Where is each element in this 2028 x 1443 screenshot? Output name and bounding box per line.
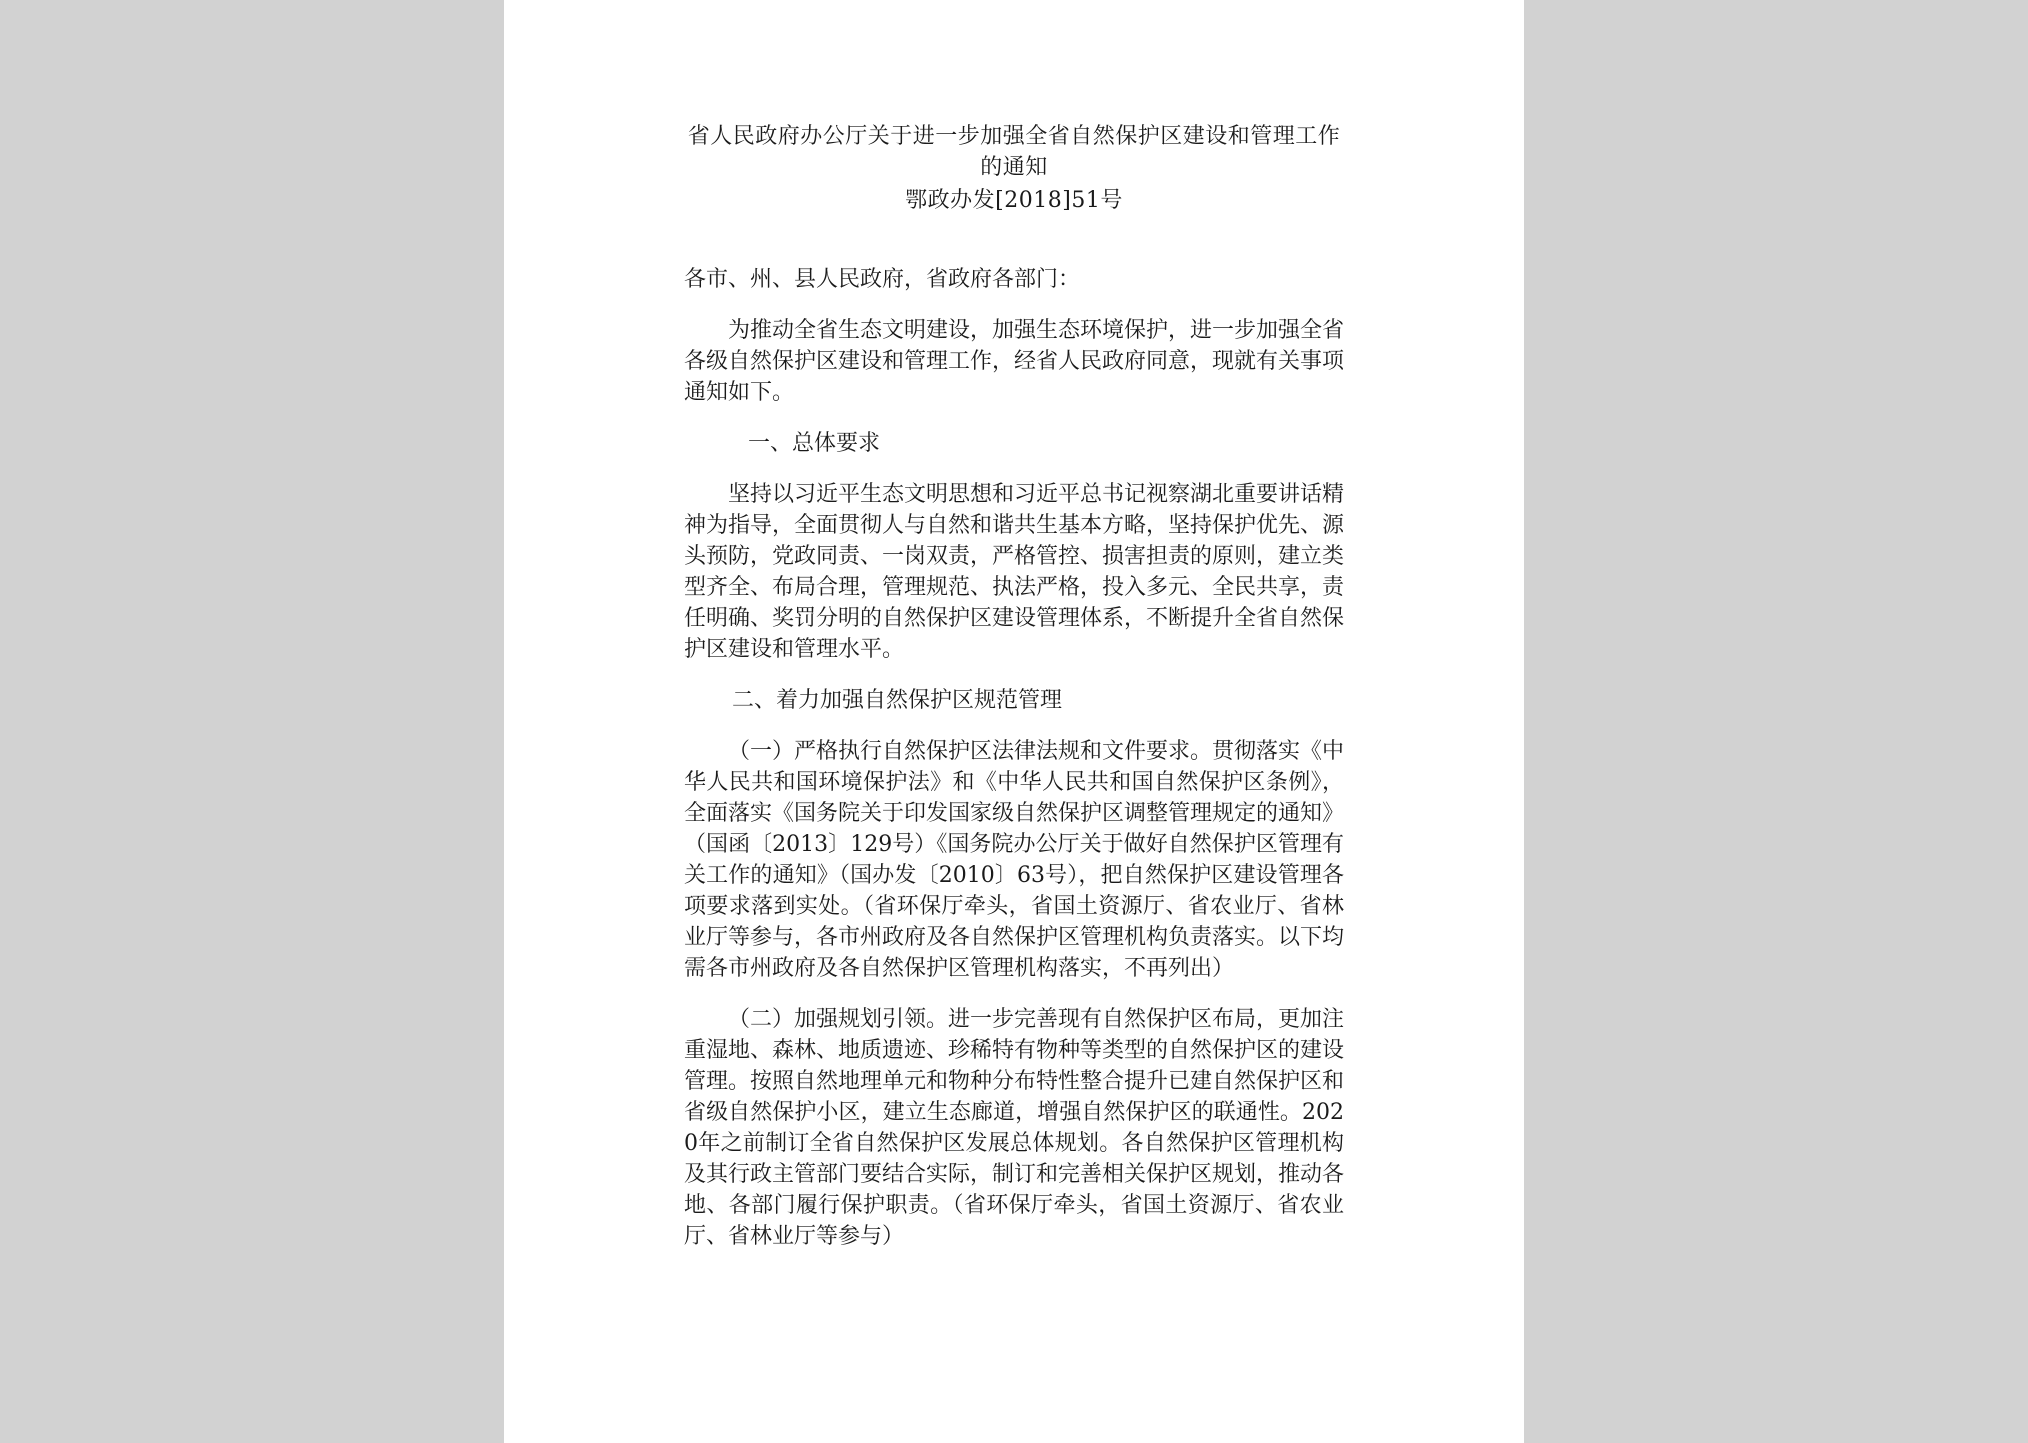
document-body xyxy=(684,264,1344,1272)
section-1-heading: 一、总体要求 xyxy=(748,431,881,456)
document-title-line-1: 省人民政府办公厅关于进一步加强全省自然保护区建设和管理工作 xyxy=(687,124,1341,149)
section-1-paragraph: 坚持以习近平生态文明思想和习近平总书记视察湖北重要讲话精神为指导，全面贯彻人与自然和谐共生基本方略，坚持保护优先、源头预防，党政同责、一岗双责，严格管控、损害担责的原则，建立类型齐全、布局合理，管理规范、执法严格，投入多元、全民共享，责任明确、奖罚分明的自然保护区建设管理体系，不断提升全省自然保护区建设和管理水平。 xyxy=(684,482,1345,662)
document-title-line-2: 的通知 xyxy=(980,155,1048,180)
document-page xyxy=(504,0,1524,1443)
section-2-item-1: （一）严格执行自然保护区法律法规和文件要求。贯彻落实《中华人民共和国环境保护法》和《中华人民共和国自然保护区条例》，全面落实《国务院关于印发国家级自然保护区调整管理规定的通知》（国函〔2013〕129号）《国务院办公厅关于做好自然保护区管理有关工作的通知》（国办发〔2010〕63号），把自然保护区建设管理各项要求落到实处。（省环保厅牵头，省国土资源厅、省农业厅、省林业厅等参与，各市州政府及各自然保护区管理机构负责落实。以下均需各市州政府及各自然保护区管理机构落实，不再列出） xyxy=(684,739,1345,981)
document-number: 鄂政办发[2018]51号 xyxy=(905,188,1123,213)
salutation: 各市、州、县人民政府，省政府各部门： xyxy=(684,267,1081,292)
section-2-heading: 二、着力加强自然保护区规范管理 xyxy=(732,688,1063,713)
intro-paragraph: 为推动全省生态文明建设，加强生态环境保护，进一步加强全省各级自然保护区建设和管理工作，经省人民政府同意，现就有关事项通知如下。 xyxy=(684,318,1345,405)
section-2-item-2: （二）加强规划引领。进一步完善现有自然保护区布局，更加注重湿地、森林、地质遗迹、珍稀特有物种等类型的自然保护区的建设管理。按照自然地理单元和物种分布特性整合提升已建自然保护区和省级自然保护小区，建立生态廊道，增强自然保护区的联通性。2020年之前制订全省自然保护区发展总体规划。各自然保护区管理机构及其行政主管部门要结合实际，制订和完善相关保护区规划，推动各地、各部门履行保护职责。（省环保厅牵头，省国土资源厅、省农业厅、省林业厅等参与） xyxy=(684,1007,1345,1249)
